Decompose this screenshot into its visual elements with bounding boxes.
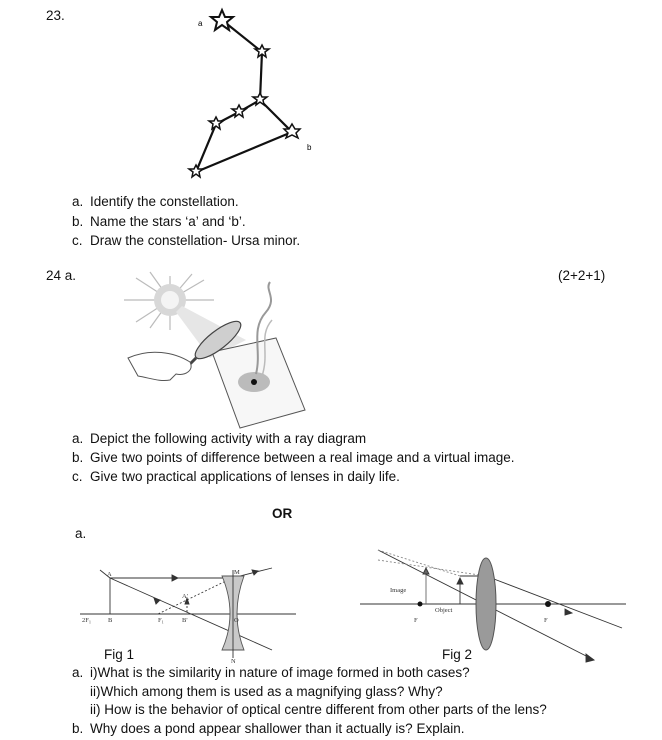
fig2-label-F-left: F [414, 617, 418, 624]
or-separator: OR [272, 506, 293, 521]
question-24-sub-items [72, 664, 547, 738]
fig1-label-2F1: 2F₁ [82, 617, 92, 624]
fig1-label-N: N [231, 658, 236, 665]
question-23-number: 23. [46, 8, 65, 23]
constellation-diagram [196, 20, 292, 172]
fig1-label-F1: F₁ [158, 617, 164, 624]
fig1-label-B: B [108, 617, 113, 624]
list-item: b. Why does a pond appear shallower than it actually is? Explain. [72, 720, 465, 736]
fig2-caption: Fig 2 [442, 647, 473, 662]
fig2-label-F-right: F [544, 617, 548, 624]
list-item: b. Name the stars ‘a’ and ‘b’. [72, 213, 246, 229]
star-icon [189, 165, 203, 177]
hand [128, 352, 191, 380]
star-label-b: b [307, 143, 312, 152]
list-item: ii) How is the behavior of optical centre different from other parts of the lens? [90, 702, 547, 717]
fig1-label-B1: B' [182, 617, 188, 624]
list-item: b. Give two points of difference between a real image and a virtual image. [72, 450, 515, 465]
list-item: a. Depict the following activity with a ray diagram [72, 431, 367, 446]
question-23-items [72, 192, 300, 251]
fig1-label-O: O [234, 617, 239, 624]
fig1-label-M: M [234, 569, 240, 576]
list-item: ii)Which among them is used as a magnifying glass? Why? [90, 683, 443, 699]
focus-point [418, 602, 423, 607]
convex-lens [476, 558, 496, 650]
star-label-a: a [198, 19, 203, 28]
list-item: c. Give two practical applications of lenses in daily life. [72, 469, 400, 484]
marks-allocation: (2+2+1) [558, 268, 606, 283]
alternative-label: a. [75, 526, 87, 541]
focus-point [545, 601, 551, 607]
list-item: c. Draw the constellation- Ursa minor. [72, 233, 301, 248]
star-icon [209, 117, 223, 129]
fig2-label-object: Object [435, 607, 453, 614]
question-24-items [72, 429, 515, 486]
list-item: a. i)What is the similarity in nature of image formed in both cases? [72, 665, 470, 680]
fig1-label-A: A [107, 571, 112, 578]
fig1-ray-diagram [80, 568, 296, 658]
list-item: a. Identify the constellation. [72, 194, 239, 209]
fig2-label-image: Image [390, 587, 407, 594]
fig1-label-A1: A' [182, 593, 188, 600]
question-24-number: 24 a. [46, 268, 77, 283]
fig1-caption: Fig 1 [104, 647, 135, 662]
